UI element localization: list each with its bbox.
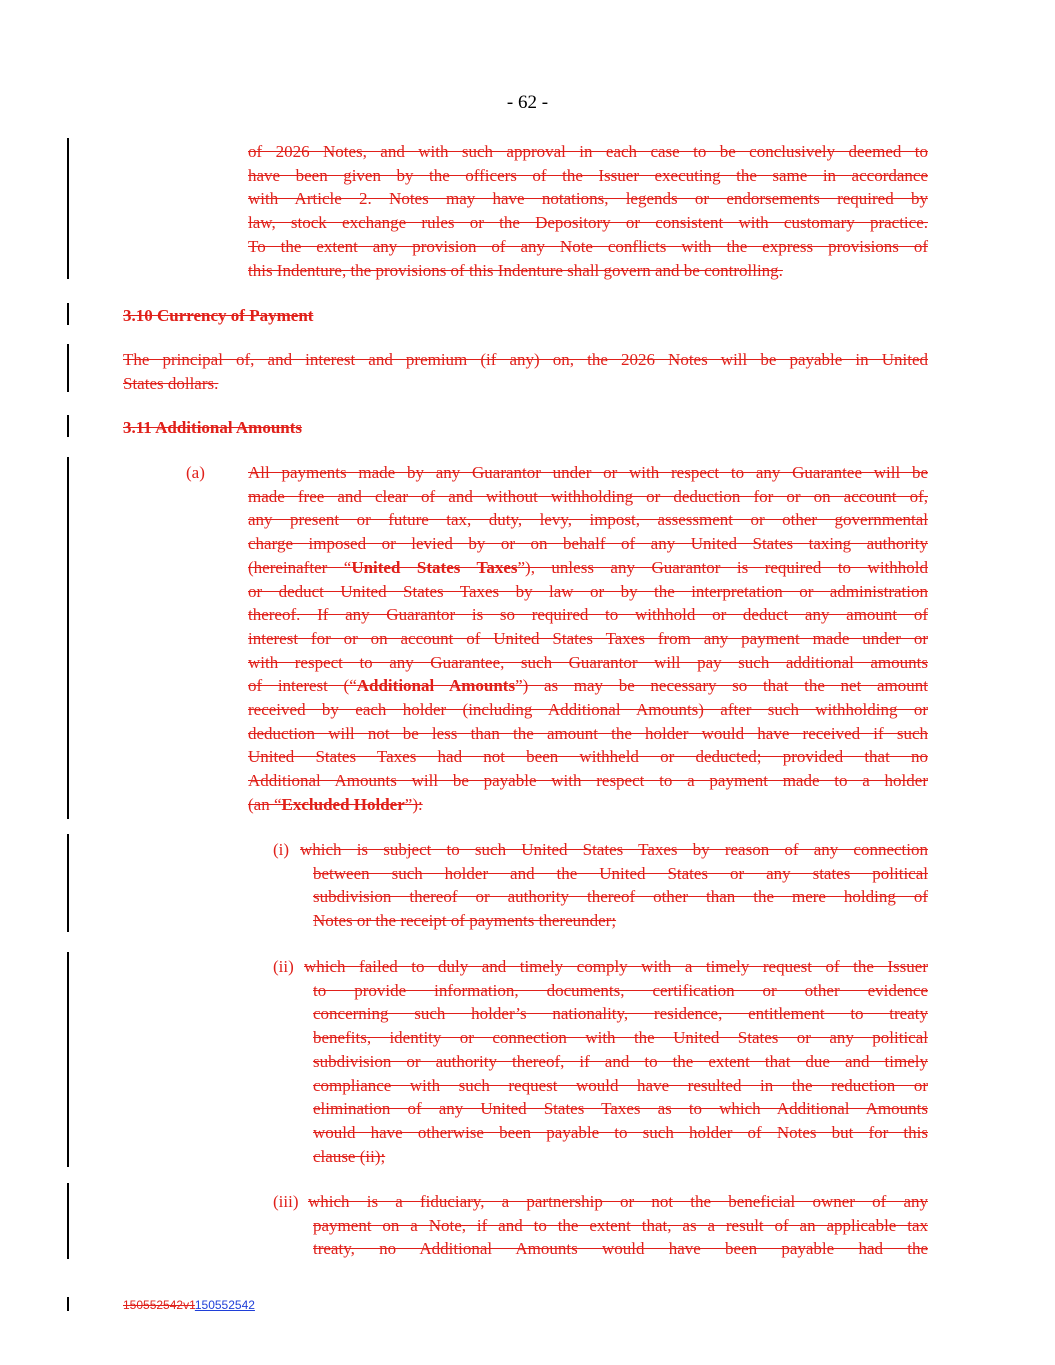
deleted-doc-id: 150552542v1 — [123, 1298, 195, 1312]
text-line: which failed to duly and timely comply with a timely request of the Issuer — [304, 957, 928, 976]
text-line: which is a fiduciary, a partnership or not the beneficial owner of any — [308, 1192, 928, 1211]
document-id-footer — [123, 1298, 255, 1312]
text-run: ”): — [404, 794, 423, 814]
defined-term: Excluded Holder — [281, 794, 405, 814]
section-heading-3-10: 3.10 Currency of Payment — [123, 306, 314, 325]
text-line: any present or future tax, duty, levy, impost, assessment or other governmental — [248, 510, 928, 530]
text-line: payment on a Note, if and to the extent that, as a result of an applicable tax — [313, 1215, 928, 1235]
text-line: or deduct United States Taxes by law or by the interpretation or administration — [248, 581, 928, 601]
text-run: ”) as may be necessary so that the net amount — [515, 676, 928, 696]
clause-iii — [273, 1190, 928, 1261]
change-bar — [67, 1183, 69, 1259]
continued-paragraph — [248, 140, 928, 282]
text-line: of 2026 Notes, and with such approval in each case to be conclusively deemed to — [248, 142, 928, 161]
text-line: received by each holder (including Additional Amounts) after such withholding or — [248, 700, 928, 720]
clause-ii — [273, 955, 928, 1168]
clause-label: (a) — [186, 463, 205, 482]
text-line — [248, 556, 928, 580]
clause-label: (ii) — [273, 957, 294, 976]
section-heading-3-11: 3.11 Additional Amounts — [123, 418, 303, 437]
text-line: with Article 2. Notes may have notations, legends or endorsements required by — [248, 189, 928, 209]
text-line: deduction will not be less than the amount the holder would have received if such — [248, 723, 928, 743]
text-run: (hereinafter “ — [248, 557, 352, 577]
text-line: to provide information, documents, certification or other evidence — [313, 980, 928, 1000]
defined-term: Additional Amounts — [356, 676, 516, 696]
clause-a — [186, 461, 928, 817]
text-line: elimination of any United States Taxes as to which Additional Amounts — [313, 1099, 928, 1119]
text-line: which is subject to such United States Taxes by reason of any connection — [300, 840, 928, 859]
change-bar — [67, 952, 69, 1167]
page-number: - 62 - — [506, 92, 549, 113]
change-bar — [67, 834, 69, 932]
text-line: To the extent any provision of any Note conflicts with the express provisions of — [248, 236, 928, 256]
text-line: subdivision or authority thereof, if and to the extent that due and timely — [313, 1051, 928, 1071]
change-bar — [67, 457, 69, 819]
text-run: (an “ — [248, 794, 282, 814]
text-line: between such holder and the United States or any states political — [313, 863, 928, 883]
text-run: ”), unless any Guarantor is required to withhold — [517, 557, 928, 577]
text-line: treaty, no Additional Amounts would have been payable had the — [313, 1239, 928, 1259]
text-line: compliance with such request would have resulted in the reduction or — [313, 1075, 928, 1095]
text-line: United States Taxes had not been withheld or deducted; provided that no — [248, 747, 928, 767]
text-line — [248, 674, 928, 698]
section-3-10-body — [123, 348, 928, 395]
text-line: charge imposed or levied by or on behalf of any United States taxing authority — [248, 534, 928, 554]
text-line — [248, 793, 928, 817]
change-bar — [67, 303, 69, 325]
text-line: The principal of, and interest and premium (if any) on, the 2026 Notes will be payable in United — [123, 350, 928, 369]
text-line: States dollars. — [123, 373, 219, 393]
text-line: subdivision thereof or authority thereof other than the mere holding of — [313, 887, 928, 907]
text-line: law, stock exchange rules or the Depository or consistent with customary practice. — [248, 213, 928, 233]
clause-i — [273, 838, 928, 933]
text-line: Notes or the receipt of payments thereunder; — [313, 911, 617, 931]
text-line: made free and clear of and without withholding or deduction for or on account of, — [248, 486, 928, 506]
change-bar — [67, 344, 69, 392]
clause-label: (i) — [273, 840, 290, 859]
change-bar — [67, 138, 69, 279]
text-line: have been given by the officers of the Issuer executing the same in accordance — [248, 165, 928, 185]
change-bar — [67, 1297, 69, 1311]
text-line: with respect to any Guarantee, such Guarantor will pay such additional amounts — [248, 652, 928, 672]
defined-term: United States Taxes — [351, 557, 518, 577]
text-line: this Indenture, the provisions of this Indenture shall govern and be controlling. — [248, 260, 783, 280]
text-line: thereof. If any Guarantor is so required to withhold or deduct any amount of — [248, 605, 928, 625]
text-line: interest for or on account of United States Taxes from any payment made under or — [248, 628, 928, 648]
text-line: All payments made by any Guarantor under or with respect to any Guarantee will be — [248, 463, 928, 482]
text-line: clause (ii); — [313, 1146, 386, 1166]
text-line: Additional Amounts will be payable with respect to a payment made to a holder — [248, 771, 928, 791]
text-line: would have otherwise been payable to such holder of Notes but for this — [313, 1122, 928, 1142]
change-bar — [67, 415, 69, 437]
text-line: concerning such holder’s nationality, residence, entitlement to treaty — [313, 1004, 928, 1024]
text-run: of interest (“ — [248, 676, 357, 696]
inserted-doc-id: 150552542 — [194, 1298, 255, 1312]
clause-label: (iii) — [273, 1192, 299, 1211]
text-line: benefits, identity or connection with the United States or any political — [313, 1028, 928, 1048]
